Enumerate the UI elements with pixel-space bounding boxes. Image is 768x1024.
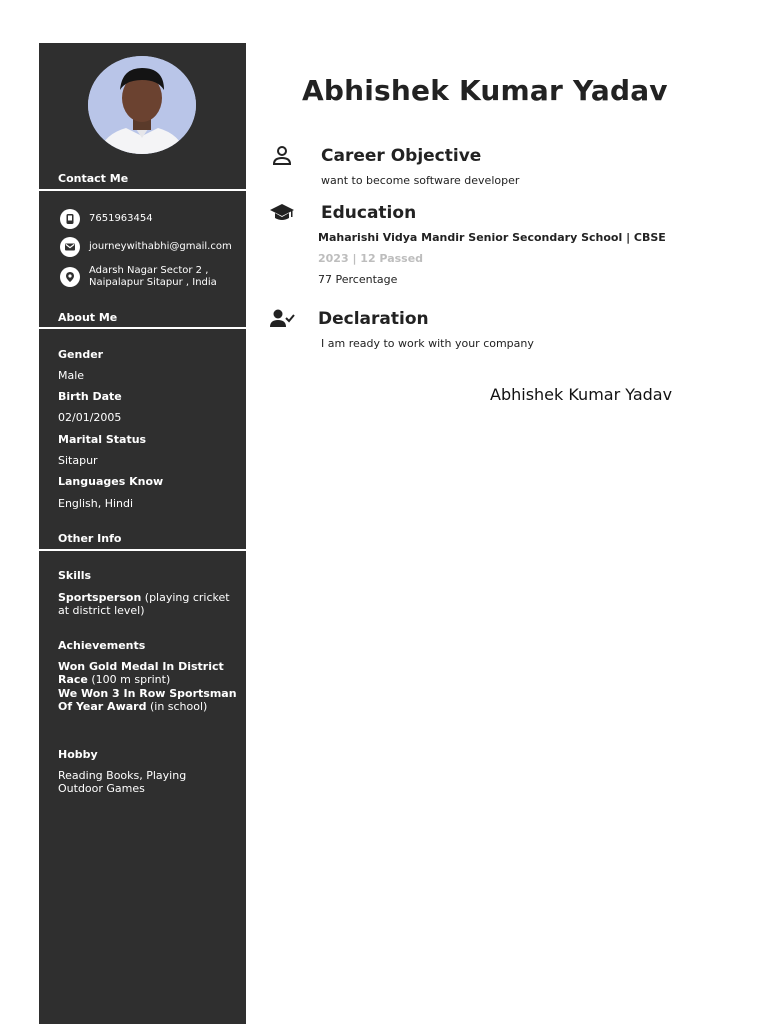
hobby-value: Reading Books, Playing Outdoor Games bbox=[58, 769, 187, 795]
profile-photo bbox=[88, 56, 196, 154]
education-year: 2023 | 12 Passed bbox=[318, 252, 424, 265]
gender-value: Male bbox=[58, 369, 85, 382]
achievement-1-bold: Won Gold Medal In District Race bbox=[58, 660, 224, 686]
languages-label: Languages Know bbox=[58, 475, 164, 488]
phone-number[interactable]: 7651963454 bbox=[89, 213, 153, 224]
birth-date-label: Birth Date bbox=[58, 390, 122, 403]
phone-icon bbox=[60, 209, 80, 229]
hobby-label: Hobby bbox=[58, 748, 98, 761]
declaration-text: I am ready to work with your company bbox=[321, 337, 534, 350]
email-address[interactable]: journeywithabhi@gmail.com bbox=[89, 241, 232, 252]
address-line-1: Adarsh Nagar Sector 2 , bbox=[89, 265, 209, 276]
other-info-title: Other Info bbox=[58, 532, 122, 545]
education-score: 77 Percentage bbox=[318, 273, 398, 286]
marital-status-label: Marital Status bbox=[58, 433, 147, 446]
skills-label: Skills bbox=[58, 569, 92, 582]
other-info-divider bbox=[39, 549, 246, 551]
address-line-2: Naipalapur Sitapur , India bbox=[89, 277, 217, 288]
email-row bbox=[60, 237, 232, 257]
skills-bold: Sportsperson bbox=[58, 591, 142, 604]
birth-date-value: 02/01/2005 bbox=[58, 411, 122, 424]
about-title: About Me bbox=[58, 311, 118, 324]
phone-row bbox=[60, 209, 153, 229]
career-objective-heading: Career Objective bbox=[321, 146, 482, 166]
signature-name: Abhishek Kumar Yadav bbox=[490, 385, 673, 404]
achievement-2-bold: We Won 3 In Row Sportsman Of Year Award bbox=[58, 687, 237, 713]
achievements-label: Achievements bbox=[58, 639, 146, 652]
about-divider bbox=[39, 327, 246, 329]
full-name: Abhishek Kumar Yadav bbox=[302, 74, 668, 107]
location-pin-icon bbox=[60, 267, 80, 287]
avatar bbox=[88, 56, 196, 154]
marital-status-value: Sitapur bbox=[58, 454, 98, 467]
career-objective-text: want to become software developer bbox=[321, 174, 520, 187]
person-icon bbox=[270, 145, 296, 169]
sidebar bbox=[39, 43, 246, 1024]
user-check-icon bbox=[269, 308, 295, 332]
contact-divider bbox=[39, 189, 246, 191]
achievement-1-rest: (100 m sprint) bbox=[87, 673, 171, 686]
gender-label: Gender bbox=[58, 348, 104, 361]
education-heading: Education bbox=[321, 203, 417, 223]
address bbox=[89, 265, 217, 289]
graduation-cap-icon bbox=[269, 202, 295, 226]
email-icon bbox=[60, 237, 80, 257]
contact-title: Contact Me bbox=[58, 172, 129, 185]
skills-value bbox=[58, 591, 241, 617]
achievement-2 bbox=[58, 687, 241, 713]
education-school: Maharishi Vidya Mandir Senior Secondary School | CBSE bbox=[318, 231, 666, 244]
languages-value: English, Hindi bbox=[58, 497, 134, 510]
address-row bbox=[60, 267, 217, 289]
achievement-2-rest: (in school) bbox=[146, 700, 208, 713]
declaration-heading: Declaration bbox=[318, 309, 429, 329]
skills-rest: (playing cricket at district level) bbox=[58, 591, 230, 617]
achievement-1 bbox=[58, 660, 241, 686]
